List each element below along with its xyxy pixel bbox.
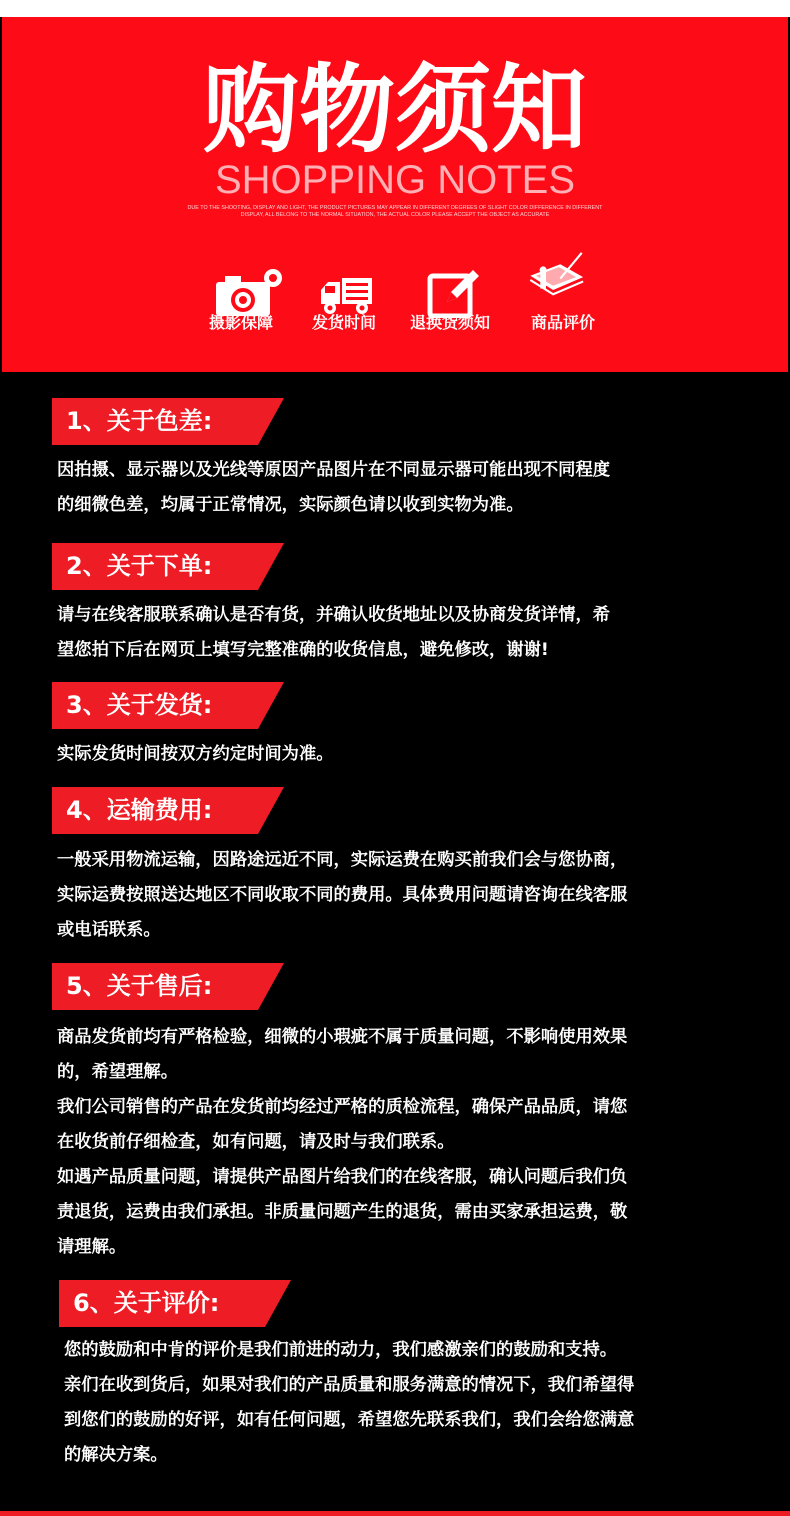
section-text: 实际发货时间按双方约定时间为准。 (57, 744, 334, 764)
section-heading-ordering: 2、关于下单: (52, 543, 284, 590)
page-title: 购物须知 (203, 54, 587, 166)
section-text: 请与在线客服联系确认是否有货，并确认收货地址以及协商发货详情，希 望您拍下后在网页上填写完整准确的收货信息，避免修改，谢谢! (57, 605, 611, 660)
icon-label-returns: 退换货须知 (409, 313, 490, 332)
section-text: 因拍摄、显示器以及光线等原因产品图片在不同显示器可能出现不同程度 的细微色差，均属于正常情况，实际颜色请以收到实物为准。 (57, 460, 611, 515)
fineprint: DUE TO THE SHOOTING, DISPLAY AND LIGHT, THE PRODUCT PICTURES MAY APPEAR IN DIFFERENT DEGREES OF SLIGHT COLOR DIFFERENCE IN DIFFERENT DISPLAY, ALL BELONG TO THE NORMAL SITUATION, THE ACTUAL COLOR PLEASE ACCEPT THE OBJECT AS ACCURATE (187, 205, 603, 218)
section-text: 一般采用物流运输，因路途远近不同，实际运费在购买前我们会与您协商， 实际运费按照送达地区不同收取不同的费用。具体费用问题请咨询在线客服 或电话联系。 (57, 850, 628, 940)
section-heading-shipping: 3、关于发货: (52, 682, 284, 729)
section-text: 您的鼓励和中肯的评价是我们前进的动力，我们感激亲们的鼓励和支持。 亲们在收到货后，如果对我们的产品质量和服务满意的情况下，我们希望得 到您们的鼓励的好评，如有任何问题，希望您先联系我们，我们会给您满意 的解决方案。 (64, 1340, 635, 1465)
section-heading-reviews: 6、关于评价: (59, 1280, 291, 1327)
section-heading-after-sales: 5、关于售后: (52, 963, 284, 1010)
bottom-divider (0, 1511, 790, 1516)
icon-label-photography: 摄影保障 (208, 313, 273, 332)
page-subtitle: SHOPPING NOTES (214, 158, 576, 202)
icon-label-reviews: 商品评价 (530, 313, 595, 332)
top-strip (0, 0, 790, 17)
section-heading-freight: 4、运输费用: (52, 787, 284, 834)
section-heading-color: 1、关于色差: (52, 398, 284, 445)
section-text: 商品发货前均有严格检验，细微的小瑕疵不属于质量问题，不影响使用效果 的，希望理解。 我们公司销售的产品在发货前均经过严格的质检流程，确保产品品质，请您 在收货前仔细检查，如有问题，请及时与我们联系。 如遇产品质量问题，请提供产品图片给我们的在线客服，确认问题后我们负 责退货，运费由我们承担。非质量问题产生的退货，需由买家承担运费，敬 请理解。 (57, 1027, 628, 1257)
icon-label-shipping-time: 发货时间 (311, 313, 376, 332)
notebook-icon (516, 250, 596, 300)
